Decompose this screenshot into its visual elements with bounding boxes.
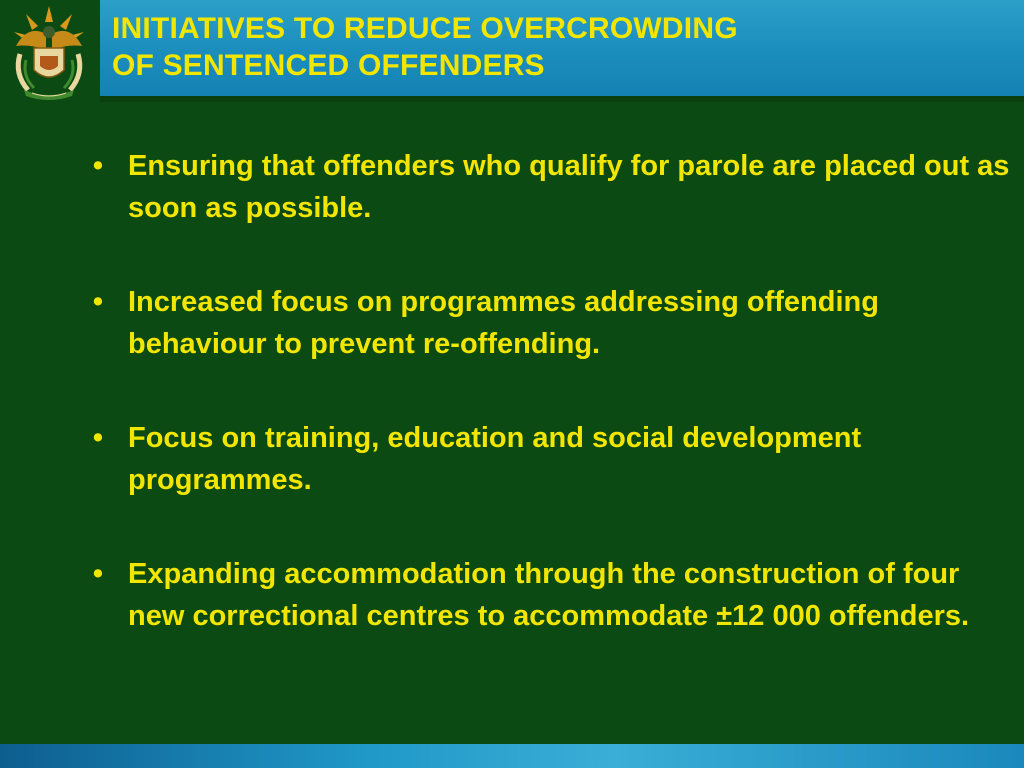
bottom-bar xyxy=(0,744,1024,768)
bullet-list xyxy=(84,145,1019,689)
title-line-1: INITIATIVES TO REDUCE OVERCROWDING xyxy=(112,12,738,45)
title-bar xyxy=(100,0,1024,102)
bullet-icon: • xyxy=(92,150,104,182)
bullet-icon: • xyxy=(92,286,104,318)
bullet-icon: • xyxy=(92,422,104,454)
bullet-text: Focus on training, education and social development programmes. xyxy=(128,422,862,496)
bullet-item xyxy=(84,281,1019,365)
bullet-item xyxy=(84,417,1019,501)
bullet-item xyxy=(84,145,1019,229)
logo xyxy=(0,0,100,108)
bullet-text: Increased focus on programmes addressing offending behaviour to prevent re-offending. xyxy=(128,286,879,360)
bullet-icon: • xyxy=(92,558,104,590)
bullet-text: Expanding accommodation through the construction of four new correctional centres to accommodate ±12 000 offenders. xyxy=(128,558,970,632)
title-line-2: OF SENTENCED OFFENDERS xyxy=(112,49,545,82)
bullet-text: Ensuring that offenders who qualify for parole are placed out as soon as possible. xyxy=(128,150,1010,224)
bullet-item xyxy=(84,553,1019,637)
coat-of-arms-icon xyxy=(6,4,92,104)
slide-title xyxy=(112,10,992,84)
